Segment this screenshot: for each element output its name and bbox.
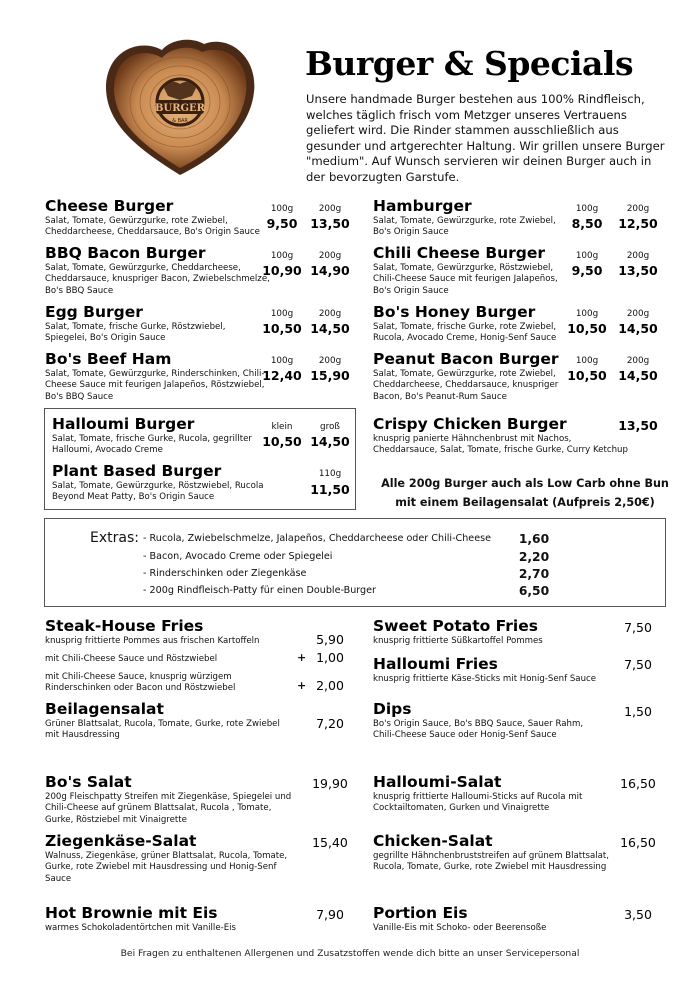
price: 5,90 <box>316 632 344 647</box>
size-label: 110g <box>318 469 342 479</box>
item-desc: 200g Fleischpatty Streifen mit Ziegenkäse, Spiegelei und Chili-Cheese auf grünem Blattsalat, Rucola , Tomate, Gurke, Röstziebel mit Vinaigrette <box>45 792 292 825</box>
plus-sign: + <box>297 679 307 692</box>
item-desc: knusprig frittierte Pommes aus frischen Kartoffeln <box>45 636 260 646</box>
price: 7,90 <box>316 907 344 922</box>
menu-item <box>373 303 573 345</box>
price: 16,50 <box>620 776 656 791</box>
price: 9,50 <box>266 216 298 231</box>
size-label: 200g <box>626 204 650 214</box>
item-name: Bo's Salat <box>45 773 132 791</box>
size-label: 100g <box>575 251 599 261</box>
intro-text: Unsere handmade Burger bestehen aus 100% Rindfleisch, welches täglich frisch vom Metzger unseres Vertrauens geliefert wird. Die Rinder stammen ausschließlich aus gesunder und artgerechter Haltung. Wir grillen unsere Burger "medium". Auf Wunsch servieren wir deinen Burger auch in der bevorzugten Garstufe. <box>306 92 665 184</box>
price: 7,20 <box>316 716 344 731</box>
fries-option: mit Chili-Cheese Sauce und Röstzwiebel <box>45 654 218 664</box>
logo <box>100 30 260 180</box>
menu-item <box>52 462 267 504</box>
item-desc: Salat, Tomate, Gewürzgurke, Röstzwiebel, Rucola Beyond Meat Patty, Bo's Origin Sauce <box>52 481 264 503</box>
price: 11,50 <box>310 482 350 497</box>
item-desc: Salat, Tomate, Gewürzgurke, rote Zwiebel, Cheddarcheese, Cheddarsauce, Bo's Origin Sauce <box>45 216 260 238</box>
size-label: groß <box>320 422 340 432</box>
item-name: Plant Based Burger <box>52 462 222 480</box>
menu-item <box>373 415 633 457</box>
item-desc: knusprig frittierte Süßkartoffel Pommes <box>373 636 543 646</box>
menu-item <box>373 244 573 297</box>
price: 3,50 <box>624 907 652 922</box>
item-name: Hot Brownie mit Eis <box>45 904 218 922</box>
price: 10,50 <box>262 321 302 336</box>
price: 10,50 <box>567 368 607 383</box>
size-label: 100g <box>270 356 294 366</box>
fries-option: mit Chili-Cheese Sauce, knusprig würzigem Rinderschinken oder Bacon und Röstzwiebel <box>45 672 236 694</box>
menu-item <box>373 700 603 742</box>
price: 15,90 <box>310 368 350 383</box>
price: 10,50 <box>262 434 302 449</box>
extra-row: - 200g Rindfleisch-Patty für einen Double-Burger <box>143 585 376 596</box>
item-name: Dips <box>373 700 412 718</box>
menu-item <box>373 655 613 685</box>
menu-item <box>373 773 608 815</box>
price: 13,50 <box>618 418 658 433</box>
item-name: Portion Eis <box>373 904 468 922</box>
size-label: 200g <box>626 356 650 366</box>
item-name: Ziegenkäse-Salat <box>45 832 197 850</box>
size-label: 100g <box>270 251 294 261</box>
item-desc: Salat, Tomate, frische Gurke, Röstzwiebel, Spiegelei, Bo's Origin Sauce <box>45 322 226 344</box>
menu-item <box>45 244 270 297</box>
price: 2,00 <box>316 678 344 693</box>
item-name: Halloumi Fries <box>373 655 498 673</box>
item-desc: gegrillte Hähnchenbruststreifen auf grünem Blattsalat, Rucola, Tomate, Gurke, rote Zwiebel mit Hausdressing <box>373 851 609 873</box>
size-label: 100g <box>575 204 599 214</box>
menu-item <box>373 617 613 647</box>
price: 7,50 <box>624 620 652 635</box>
price: 13,50 <box>310 216 350 231</box>
price: 10,90 <box>262 263 302 278</box>
price: 1,50 <box>624 704 652 719</box>
price: 13,50 <box>618 263 658 278</box>
price: 12,40 <box>262 368 302 383</box>
menu-item <box>45 197 270 239</box>
size-label: 200g <box>626 309 650 319</box>
price: 1,00 <box>316 650 344 665</box>
size-label: 100g <box>270 309 294 319</box>
item-desc: Salat, Tomate, frische Gurke, rote Zwiebel, Rucola, Avocado Creme, Honig-Senf Sauce <box>373 322 557 344</box>
price: 12,50 <box>618 216 658 231</box>
item-desc: Salat, Tomate, Gewürzgurke, Rinderschinken, Chili-Cheese Sauce mit feurigen Jalapeños, Röstzwiebel, Bo's BBQ Sauce <box>45 369 265 402</box>
size-label: 200g <box>318 251 342 261</box>
item-name: Halloumi Burger <box>52 415 195 433</box>
size-label: 200g <box>318 356 342 366</box>
item-desc: Vanille-Eis mit Schoko- oder Beerensoße <box>373 923 547 933</box>
extras-label: Extras: <box>90 530 139 546</box>
lowcarb-note <box>380 474 670 512</box>
extra-price: 2,70 <box>518 567 550 581</box>
item-name: Hamburger <box>373 197 472 215</box>
item-name: Sweet Potato Fries <box>373 617 538 635</box>
item-name: Steak-House Fries <box>45 617 204 635</box>
item-name: Beilagensalat <box>45 700 164 718</box>
logo-subtext: & BAR <box>172 118 188 124</box>
extra-row: - Rinderschinken oder Ziegenkäse <box>143 568 307 579</box>
logo-text: BURGER <box>155 103 205 114</box>
menu-item <box>52 415 267 457</box>
extra-price: 1,60 <box>518 532 550 546</box>
item-desc: Salat, Tomate, Gewürzgurke, Cheddarcheese, Cheddarsauce, knuspriger Bacon, Zwiebelschmelze, Bo's BBQ Sauce <box>45 263 270 296</box>
item-name: Bo's Honey Burger <box>373 303 536 321</box>
price: 9,50 <box>571 263 603 278</box>
price: 19,90 <box>312 776 348 791</box>
price: 7,50 <box>624 657 652 672</box>
item-desc: warmes Schokoladentörtchen mit Vanille-Eis <box>45 923 236 933</box>
item-name: Crispy Chicken Burger <box>373 415 567 433</box>
item-desc: knusprig frittierte Käse-Sticks mit Honig-Senf Sauce <box>373 674 597 684</box>
item-desc: Bo's Origin Sauce, Bo's BBQ Sauce, Sauer Rahm, Chili-Cheese Sauce oder Honig-Senf Sauce <box>373 719 584 741</box>
price: 16,50 <box>620 835 656 850</box>
lowcarb-line2: mit einem Beilagensalat (Aufpreis 2,50€) <box>395 496 655 509</box>
price: 10,50 <box>567 321 607 336</box>
size-label: 100g <box>575 356 599 366</box>
price: 15,40 <box>312 835 348 850</box>
price: 14,50 <box>310 434 350 449</box>
item-desc: Grüner Blattsalat, Rucola, Tomate, Gurke, rote Zwiebel mit Hausdressing <box>45 719 280 741</box>
price: 8,50 <box>571 216 603 231</box>
size-label: 100g <box>575 309 599 319</box>
menu-item <box>45 350 270 403</box>
item-desc: knusprig frittierte Halloumi-Sticks auf Rucola mit Cocktailtomaten, Gurken und Vinaigrette <box>373 792 583 814</box>
menu-item <box>373 350 573 403</box>
price: 14,50 <box>310 321 350 336</box>
menu-item <box>45 773 300 826</box>
price: 14,50 <box>618 368 658 383</box>
menu-item <box>373 832 613 874</box>
size-label: 200g <box>318 204 342 214</box>
size-label: 200g <box>626 251 650 261</box>
item-name: Cheese Burger <box>45 197 174 215</box>
menu-item <box>373 904 613 934</box>
item-desc: Salat, Tomate, frische Gurke, Rucola, gegrillter Halloumi, Avocado Creme <box>52 434 252 456</box>
item-desc: Salat, Tomate, Gewürzgurke, rote Zwiebel, Bo's Origin Sauce <box>373 216 556 238</box>
item-name: Peanut Bacon Burger <box>373 350 559 368</box>
size-label: 100g <box>270 204 294 214</box>
menu-item <box>45 832 305 885</box>
item-name: Chili Cheese Burger <box>373 244 546 262</box>
menu-item <box>45 700 285 742</box>
page-title: Burger & Specials <box>305 44 634 83</box>
menu-item <box>45 617 305 647</box>
extra-row: - Bacon, Avocado Creme oder Spiegelei <box>143 551 333 562</box>
extra-price: 2,20 <box>518 550 550 564</box>
plus-sign: + <box>297 651 307 664</box>
price: 14,90 <box>310 263 350 278</box>
item-desc: knusprig panierte Hähnchenbrust mit Nachos, Cheddarsauce, Salat, Tomate, frische Gurke, Curry Ketchup <box>373 434 628 456</box>
item-name: Bo's Beef Ham <box>45 350 172 368</box>
item-desc: Salat, Tomate, Gewürzgurke, rote Zwiebel, Cheddarcheese, Cheddarsauce, knuspriger Bacon, Bo's Peanut-Rum Sauce <box>373 369 559 402</box>
menu-item <box>45 904 295 934</box>
item-desc: Salat, Tomate, Gewürzgurke, Röstzwiebel, Chili-Cheese Sauce mit feurigen Jalapeños, Bo's Origin Sauce <box>373 263 558 296</box>
size-label: klein <box>271 422 293 432</box>
menu-item <box>45 303 270 345</box>
extra-row: - Rucola, Zwiebelschmelze, Jalapeños, Cheddarcheese oder Chili-Cheese <box>143 533 492 544</box>
allergen-footer: Bei Fragen zu enthaltenen Allergenen und Zusatzstoffen wende dich bitte an unser Servicepersonal <box>120 948 580 959</box>
item-name: Egg Burger <box>45 303 143 321</box>
extra-price: 6,50 <box>518 584 550 598</box>
item-desc: Walnuss, Ziegenkäse, grüner Blattsalat, Rucola, Tomate, Gurke, rote Zwiebel mit Hausdressing und Honig-Senf Sauce <box>45 851 288 884</box>
item-name: BBQ Bacon Burger <box>45 244 206 262</box>
item-name: Halloumi-Salat <box>373 773 502 791</box>
price: 14,50 <box>618 321 658 336</box>
menu-item <box>373 197 573 239</box>
lowcarb-line1: Alle 200g Burger auch als Low Carb ohne Bun <box>381 477 669 490</box>
item-name: Chicken-Salat <box>373 832 493 850</box>
size-label: 200g <box>318 309 342 319</box>
